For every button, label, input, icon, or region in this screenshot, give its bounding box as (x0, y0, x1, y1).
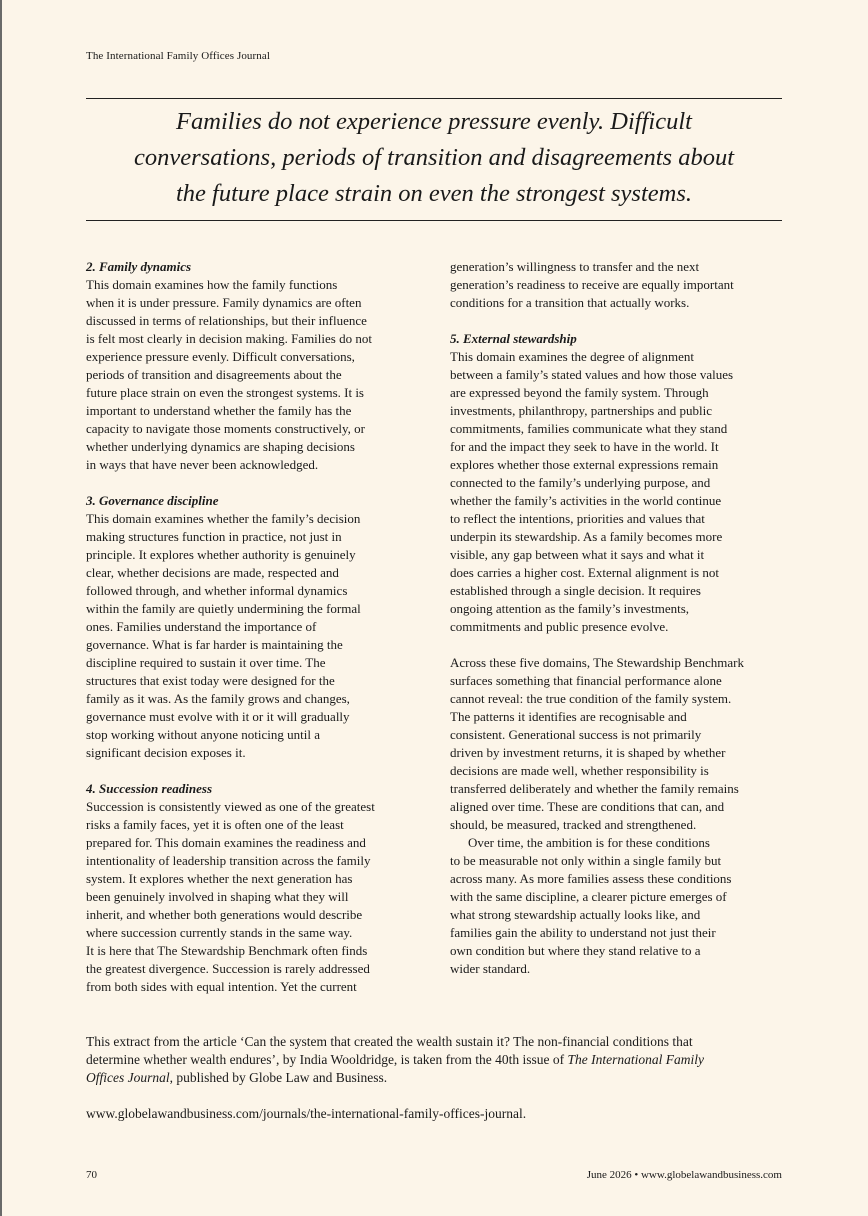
running-head: The International Family Offices Journal (86, 50, 271, 62)
section-heading: 4. Succession readiness (86, 781, 213, 796)
section-body (86, 798, 422, 996)
paragraph-line: periods of transition and disagreements about the (86, 367, 342, 382)
paragraph-line: Succession is consistently viewed as one of the greatest (86, 799, 375, 814)
section-body (86, 510, 422, 762)
section-body (450, 348, 786, 636)
section-heading: 5. External stewardship (450, 331, 577, 346)
paragraph-line: governance. What is far harder is maintaining the (86, 637, 343, 652)
article-source-note (86, 1033, 782, 1087)
paragraph-line: clear, whether decisions are made, respected and (86, 565, 339, 580)
paragraph-line: visible, any gap between what it says and what it (450, 547, 705, 562)
journal-url[interactable]: www.globelawandbusiness.com/journals/the-international-family-offices-journal. (86, 1106, 527, 1121)
paragraph-line: across many. As more families assess these conditions (450, 871, 732, 886)
section-heading: 2. Family dynamics (86, 259, 192, 274)
page-date-and-website: June 2026 • www.globelawandbusiness.com (586, 1169, 782, 1181)
pull-quote-line: the future place strain on even the strongest systems. (176, 180, 692, 207)
pull-quote-line: Families do not experience pressure evenly. Difficult (176, 108, 692, 135)
paragraph-line: to reflect the intentions, priorities and values that (450, 511, 705, 526)
paragraph-line: from both sides with equal intention. Yet the current (86, 979, 357, 994)
paragraph-line: discussed in terms of relationships, but their influence (86, 313, 367, 328)
paragraph-line: families gain the ability to understand not just their (450, 925, 716, 940)
paragraph-line: what strong stewardship actually looks like, and (450, 907, 701, 922)
paragraph-line: consistent. Generational success is not primarily (450, 727, 702, 742)
paragraph-line: ones. Families understand the importance of (86, 619, 317, 634)
paragraph-line: investments, philanthropy, partnerships and public (450, 403, 712, 418)
paragraph-line: important to understand whether the family has the (86, 403, 352, 418)
source-note-line (86, 1069, 782, 1087)
right-column (450, 258, 786, 978)
paragraph-line: This domain examines the degree of alignment (450, 349, 695, 364)
paragraph-line: prepared for. This domain examines the readiness and (86, 835, 366, 850)
paragraph-line: are expressed beyond the family system. Through (450, 385, 709, 400)
paragraph-line: significant decision exposes it. (86, 745, 246, 760)
pull-quote-line: conversations, periods of transition and disagreements about (134, 144, 734, 171)
pull-quote-bottom-rule (86, 220, 782, 221)
paragraph-line: structures that exist today were designed for the (86, 673, 335, 688)
paragraph-line: stop working without anyone noticing until a (86, 727, 320, 742)
paragraph-line: transferred deliberately and whether the family remains (450, 781, 739, 796)
paragraph-line: in ways that have never been acknowledged. (86, 457, 319, 472)
paragraph-line: It is here that The Stewardship Benchmark often finds (86, 943, 368, 958)
paragraph-line: The patterns it identifies are recognisable and (450, 709, 687, 724)
paragraph-line: followed through, and whether informal dynamics (86, 583, 348, 598)
paragraph-line: ongoing attention as the family’s investments, (450, 601, 690, 616)
section-family-dynamics (86, 258, 422, 474)
journal-title: Offices Journal (86, 1070, 170, 1085)
paragraph-line: discipline required to sustain it over time. The (86, 655, 326, 670)
paragraph-line: is felt most clearly in decision making. Families do not (86, 331, 372, 346)
paragraph-line: principle. It explores whether authority is genuinely (86, 547, 356, 562)
paragraph-line: own condition but where they stand relative to a (450, 943, 701, 958)
paragraph-line: cannot reveal: the true condition of the family system. (450, 691, 732, 706)
paragraph-line: generation’s readiness to receive are equally important (450, 277, 734, 292)
paragraph-line: commitments and public presence evolve. (450, 619, 669, 634)
paragraph-line: commitments, families communicate what they stand (450, 421, 728, 436)
paragraph-line: whether underlying dynamics are shaping decisions (86, 439, 355, 454)
section-heading: 3. Governance discipline (86, 493, 219, 508)
paragraph-line: been genuinely involved in shaping what they will (86, 889, 349, 904)
paragraph-line: conditions for a transition that actually works. (450, 295, 690, 310)
paragraph-line: driven by investment returns, it is shaped by whether (450, 745, 726, 760)
journal-title: The International Family (567, 1052, 705, 1067)
paragraph-line: Over time, the ambition is for these conditions (468, 835, 710, 850)
paragraph-line: decisions are made well, whether responsibility is (450, 763, 709, 778)
paragraph-line: This domain examines how the family functions (86, 277, 338, 292)
paragraph-line: with the same discipline, a clearer picture emerges of (450, 889, 727, 904)
paragraph-line: surfaces something that financial performance alone (450, 673, 722, 688)
page-number: 70 (86, 1169, 97, 1181)
section-conclusion (450, 654, 786, 834)
paragraph-line: wider standard. (450, 961, 531, 976)
paragraph-line: intentionality of leadership transition across the family (86, 853, 371, 868)
pull-quote (86, 104, 782, 212)
section-succession-continued (450, 258, 786, 312)
paragraph-line: for and the impact they seek to have in the world. It (450, 439, 719, 454)
paragraph-line: experience pressure evenly. Difficult conversations, (86, 349, 355, 364)
paragraph-line: does carries a higher cost. External alignment is not (450, 565, 719, 580)
paragraph-line: family as it was. As the family grows and changes, (86, 691, 350, 706)
source-note-text: , published by Globe Law and Business. (169, 1070, 388, 1085)
paragraph-line: within the family are quietly undermining the formal (86, 601, 361, 616)
source-note-text: determine whether wealth endures’, by India Wooldridge, is taken from the 40th issue of (86, 1052, 568, 1067)
paragraph-line: making structures function in practice, not just in (86, 529, 342, 544)
source-note-line (86, 1051, 782, 1069)
paragraph-line: explores whether those external expressions remain (450, 457, 719, 472)
source-note-line: This extract from the article ‘Can the system that created the wealth sustain it? The non-financial conditions that (86, 1034, 693, 1049)
left-column (86, 258, 422, 996)
paragraph-line: between a family’s stated values and how those values (450, 367, 734, 382)
page-edge (0, 0, 2, 1216)
paragraph-line: Across these five domains, The Stewardship Benchmark (450, 655, 744, 670)
paragraph-line: governance must evolve with it or it will gradually (86, 709, 350, 724)
section-external-stewardship (450, 330, 786, 636)
section-succession-readiness (86, 780, 422, 996)
paragraph-line: future place strain on even the strongest systems. It is (86, 385, 364, 400)
paragraph-line: inherit, and whether both generations would describe (86, 907, 363, 922)
paragraph-line: should, be measured, tracked and strengthened. (450, 817, 697, 832)
paragraph-line: risks a family faces, yet it is often one of the least (86, 817, 344, 832)
paragraph-line: system. It explores whether the next generation has (86, 871, 353, 886)
paragraph-line: established through a single decision. It requires (450, 583, 701, 598)
section-ambition (450, 834, 786, 978)
paragraph-line: where succession currently stands in the same way. (86, 925, 353, 940)
paragraph-line: generation’s willingness to transfer and the next (450, 259, 700, 274)
paragraph-line: to be measurable not only within a single family but (450, 853, 722, 868)
paragraph-line: capacity to navigate those moments constructively, or (86, 421, 365, 436)
paragraph-line: connected to the family’s underlying purpose, and (450, 475, 711, 490)
paragraph-line: aligned over time. These are conditions that can, and (450, 799, 725, 814)
paragraph-line: underpin its stewardship. As a family becomes more (450, 529, 723, 544)
paragraph-line: whether the family’s activities in the world continue (450, 493, 722, 508)
paragraph-line: when it is under pressure. Family dynamics are often (86, 295, 362, 310)
paragraph-line: the greatest divergence. Succession is rarely addressed (86, 961, 370, 976)
pull-quote-top-rule (86, 98, 782, 99)
section-governance-discipline (86, 492, 422, 762)
section-body (86, 276, 422, 474)
paragraph-line: This domain examines whether the family’s decision (86, 511, 361, 526)
